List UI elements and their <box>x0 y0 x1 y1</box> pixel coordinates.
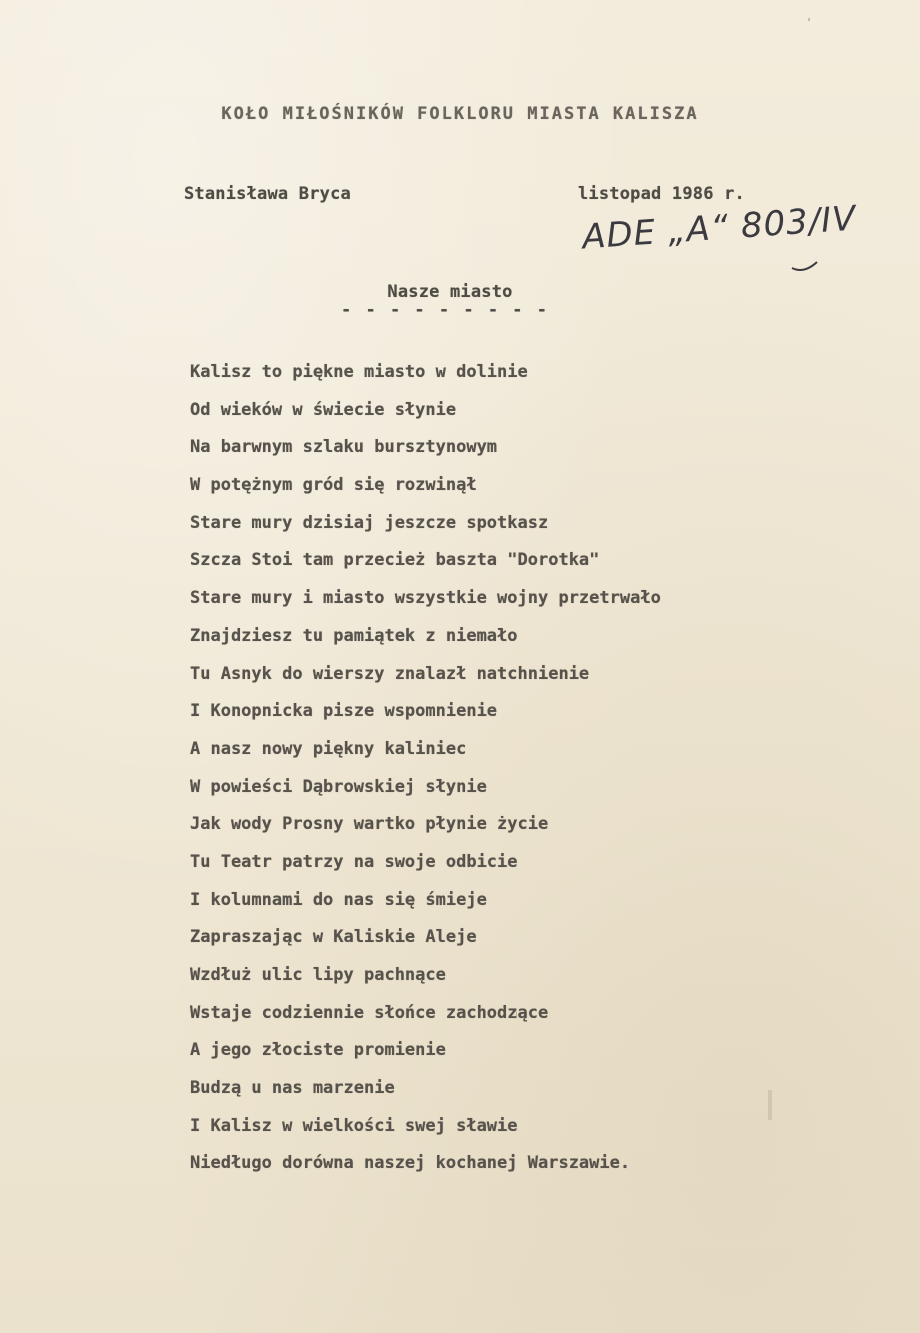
poem-line: Jak wody Prosny wartko płynie życie <box>190 814 549 835</box>
paper-scuff <box>768 1090 772 1120</box>
poem-line: Kalisz to piękne miasto w dolinie <box>190 362 528 382</box>
poem-title-underline: - - - - - - - - - <box>341 300 549 320</box>
poem-line: Niedługo dorówna naszej kochanej Warszawie. <box>190 1153 631 1174</box>
poem-line: I Konopnicka pisze wspomnienie <box>190 701 498 722</box>
poem-line: Na barwnym szlaku bursztynowym <box>190 437 498 458</box>
poem-line: Wstaje codziennie słońce zachodzące <box>190 1002 549 1023</box>
poem-line: I kolumnami do nas się śmieje <box>190 889 487 910</box>
poem-line: Budzą u nas marzenie <box>190 1078 395 1099</box>
document-date: listopad 1986 r. <box>578 184 745 204</box>
poem-line: Tu Asnyk do wierszy znalazł natchnienie <box>190 663 590 684</box>
poem-line: Szcza Stoi tam przecież baszta "Dorotka" <box>190 550 600 571</box>
poem-line: Znajdziesz tu pamiątek z niemało <box>190 625 518 646</box>
poem-line: Zapraszając w Kaliskie Aleje <box>190 927 477 948</box>
author-name: Stanisława Bryca <box>184 184 351 204</box>
poem-line: W potężnym gród się rozwinął <box>190 475 477 496</box>
poem-line: Stare mury dzisiaj jeszcze spotkasz <box>190 512 549 533</box>
poem-line: A nasz nowy piękny kaliniec <box>190 738 467 759</box>
poem-line: Od wieków w świecie słynie <box>190 399 457 420</box>
paper-speck <box>808 18 810 21</box>
handwritten-archive-note: ADE „A“ 803/IV <box>580 198 858 258</box>
poem-line: W powieści Dąbrowskiej słynie <box>190 776 487 797</box>
poem-line: Tu Teatr patrzy na swoje odbicie <box>190 851 518 872</box>
paper-speck <box>516 1012 517 1018</box>
poem-line: Wzdłuż ulic lipy pachnące <box>190 965 446 985</box>
poem-line: I Kalisz w wielkości swej sławie <box>190 1115 518 1136</box>
poem-title: Nasze miasto <box>387 282 513 302</box>
poem-body <box>190 358 661 1187</box>
handwritten-squiggle <box>790 258 820 274</box>
poem-line: A jego złociste promienie <box>190 1040 446 1061</box>
organization-header: KOŁO MIŁOŚNIKÓW FOLKLORU MIASTA KALISZA <box>221 104 699 124</box>
poem-line: Stare mury i miasto wszystkie wojny przetrwało <box>190 588 661 609</box>
